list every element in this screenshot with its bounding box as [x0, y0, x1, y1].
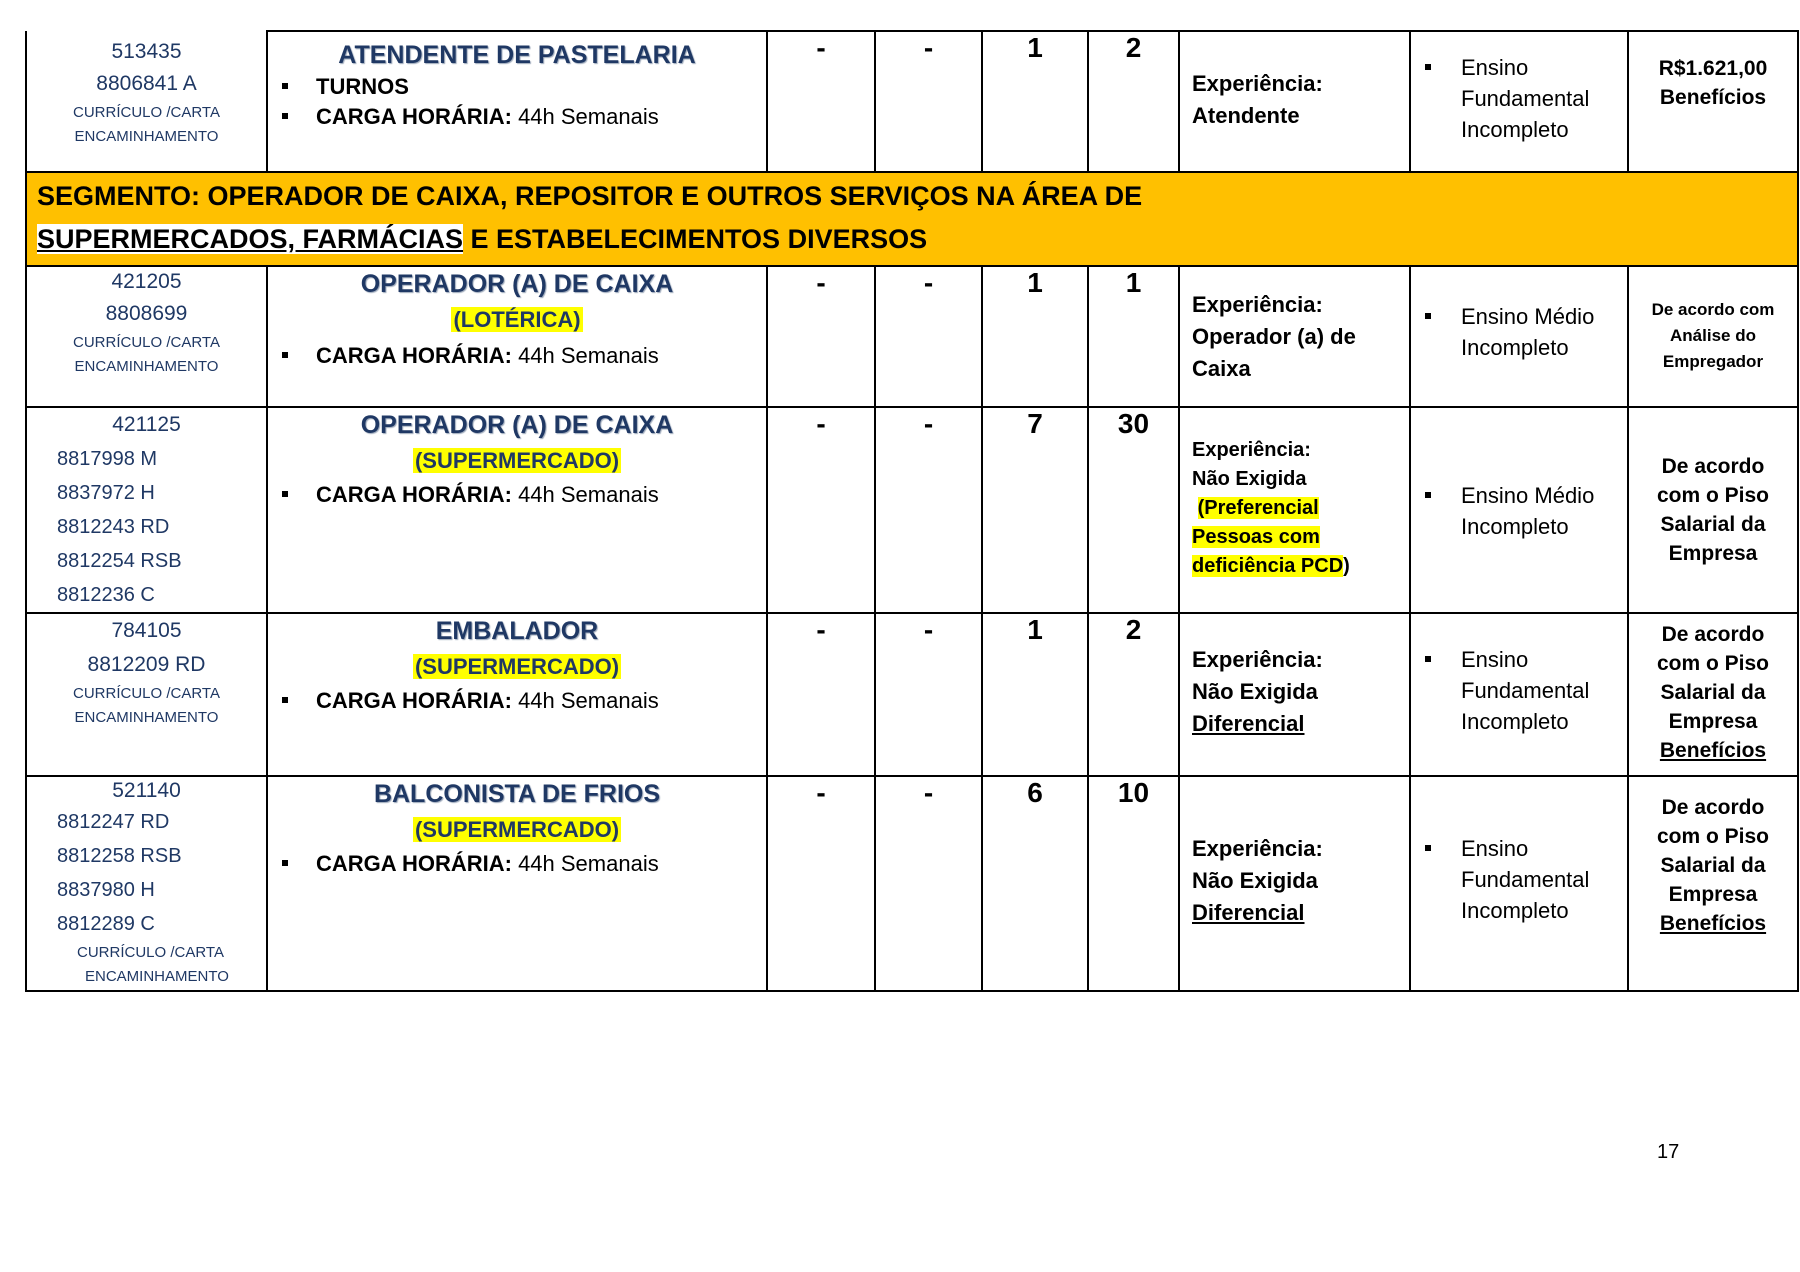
education-line: Fundamental	[1461, 867, 1590, 892]
table-row	[26, 266, 1798, 407]
experience-label: Experiência:	[1192, 292, 1323, 317]
experience-cell	[1179, 31, 1410, 172]
bullet-item: CARGA HORÁRIA: 44h Semanais	[268, 341, 766, 371]
segment-line-1: SEGMENTO: OPERADOR DE CAIXA, REPOSITOR E OUTROS SERVIÇOS NA ÁREA DE	[37, 181, 1143, 211]
education-line: Ensino Médio	[1461, 483, 1595, 508]
education-cell	[1410, 776, 1628, 991]
bullet-item: CARGA HORÁRIA: 44h Semanais	[268, 686, 766, 716]
bullet-icon	[282, 860, 288, 866]
salary-cell	[1628, 266, 1798, 407]
salary-line: Salarial da	[1660, 854, 1766, 877]
bullet-icon	[282, 491, 288, 497]
cbo-code: 521140	[112, 779, 181, 802]
col4-value: -	[875, 776, 982, 991]
col6-value: 1	[1088, 266, 1179, 407]
experience-note: Pessoas com	[1192, 526, 1320, 548]
code-cell	[26, 266, 267, 407]
job-tag: (LOTÉRICA)	[453, 307, 581, 332]
code-note: CURRÍCULO /CARTA	[73, 334, 220, 351]
education-line: Incompleto	[1461, 335, 1569, 360]
experience-label: Experiência:	[1192, 71, 1323, 96]
education-line: Incompleto	[1461, 117, 1569, 142]
job-title: ATENDENTE DE PASTELARIA	[338, 41, 696, 69]
education-line: Ensino	[1461, 55, 1529, 80]
experience-value: Atendente	[1192, 103, 1300, 128]
job-tag: (SUPERMERCADO)	[414, 654, 620, 679]
cbo-code: 784105	[111, 619, 182, 642]
table-row	[26, 613, 1798, 776]
vacancy-code: 8812236 C	[57, 584, 155, 606]
col4-value: -	[875, 613, 982, 776]
segment-line-2	[37, 218, 1787, 261]
segment-header	[26, 172, 1798, 266]
experience-cell	[1179, 613, 1410, 776]
code-note: CURRÍCULO /CARTA	[77, 944, 224, 961]
vacancy-code: 8812247 RD	[57, 811, 170, 833]
col4-value: -	[875, 266, 982, 407]
salary-line: De acordo com	[1651, 300, 1775, 319]
salary-line: Empresa	[1668, 710, 1758, 733]
table-row	[26, 407, 1798, 613]
experience-differential: Diferencial	[1192, 900, 1305, 925]
experience-value: Não Exigida	[1192, 468, 1307, 490]
experience-value: Operador (a) de	[1192, 324, 1356, 349]
education-cell	[1410, 266, 1628, 407]
education-line: Fundamental	[1461, 678, 1590, 703]
code-note: CURRÍCULO /CARTA	[73, 104, 220, 121]
col3-value: -	[767, 776, 875, 991]
vacancy-code: 8812254 RSB	[57, 550, 182, 572]
bullet-item: CARGA HORÁRIA: 44h Semanais	[268, 480, 766, 510]
bullet-icon	[1425, 64, 1431, 70]
education-line: Ensino Médio	[1461, 304, 1595, 329]
code-cell	[26, 407, 267, 613]
bullet-icon	[282, 83, 288, 89]
education-line: Fundamental	[1461, 86, 1590, 111]
salary-line: De acordo	[1661, 455, 1765, 478]
experience-label: Experiência:	[1192, 439, 1311, 461]
code-note: ENCAMINHAMENTO	[74, 358, 219, 375]
code-note: ENCAMINHAMENTO	[74, 709, 219, 726]
cbo-code: 421205	[111, 270, 182, 293]
experience-differential: Diferencial	[1192, 711, 1305, 736]
job-title: BALCONISTA DE FRIOS	[373, 780, 661, 808]
salary-line: com o Piso	[1656, 825, 1770, 848]
education-cell	[1410, 407, 1628, 613]
segment-underlined: SUPERMERCADOS, FARMÁCIAS	[37, 224, 464, 254]
code-note: ENCAMINHAMENTO	[85, 968, 229, 985]
segment-header-row	[26, 172, 1798, 266]
bullet-icon	[282, 113, 288, 119]
experience-cell	[1179, 266, 1410, 407]
code-note: CURRÍCULO /CARTA	[73, 685, 220, 702]
salary-line: Empresa	[1668, 883, 1758, 906]
col3-value: -	[767, 31, 875, 172]
salary-benefits: Benefícios	[1659, 86, 1767, 109]
job-title: OPERADOR (A) DE CAIXA	[360, 411, 674, 439]
experience-value: Não Exigida	[1192, 679, 1318, 704]
salary-line: Análise do	[1670, 326, 1756, 345]
salary-line: com o Piso	[1656, 652, 1770, 675]
experience-note: (Preferencial	[1197, 497, 1319, 519]
col4-value: -	[875, 407, 982, 613]
vacancy-code: 8837980 H	[57, 879, 155, 901]
bullet-icon	[282, 352, 288, 358]
experience-value: Caixa	[1192, 356, 1251, 381]
experience-note: deficiência PCD)	[1192, 555, 1350, 577]
vacancy-code: 8806841 A	[96, 72, 197, 95]
title-cell	[267, 31, 767, 172]
education-cell	[1410, 613, 1628, 776]
salary-value: R$1.621,00	[1658, 57, 1768, 80]
salary-line: Salarial da	[1660, 681, 1766, 704]
vacancy-code: 8837972 H	[57, 482, 155, 504]
education-line: Ensino	[1461, 647, 1529, 672]
education-line: Ensino	[1461, 836, 1529, 861]
col4-value: -	[875, 31, 982, 172]
salary-line: Empresa	[1668, 542, 1758, 565]
col3-value: -	[767, 613, 875, 776]
salary-benefits: Benefícios	[1659, 739, 1767, 762]
salary-cell	[1628, 776, 1798, 991]
col6-value: 10	[1088, 776, 1179, 991]
bullet-icon	[282, 697, 288, 703]
salary-line: De acordo	[1661, 623, 1765, 646]
code-cell	[26, 776, 267, 991]
table-row	[26, 776, 1798, 991]
bullet-item: CARGA HORÁRIA: 44h Semanais	[268, 102, 766, 132]
cbo-code: 421125	[112, 413, 181, 436]
salary-line: com o Piso	[1656, 484, 1770, 507]
education-cell	[1410, 31, 1628, 172]
col3-value: -	[767, 407, 875, 613]
education-line: Incompleto	[1461, 514, 1569, 539]
education-line: Incompleto	[1461, 898, 1569, 923]
title-cell	[267, 266, 767, 407]
col5-value: 1	[982, 31, 1088, 172]
salary-cell	[1628, 31, 1798, 172]
bullet-icon	[1425, 845, 1431, 851]
col3-value: -	[767, 266, 875, 407]
bullet-icon	[1425, 313, 1431, 319]
title-cell	[267, 407, 767, 613]
experience-label: Experiência:	[1192, 647, 1323, 672]
col5-value: 1	[982, 613, 1088, 776]
job-tag: (SUPERMERCADO)	[414, 448, 620, 473]
segment-line-2-rest: E ESTABELECIMENTOS DIVERSOS	[463, 224, 928, 254]
salary-cell	[1628, 613, 1798, 776]
vacancy-code: 8812209 RD	[87, 653, 206, 676]
col5-value: 7	[982, 407, 1088, 613]
salary-benefits: Benefícios	[1659, 912, 1767, 935]
col6-value: 30	[1088, 407, 1179, 613]
job-title: EMBALADOR	[435, 617, 599, 645]
salary-line: Salarial da	[1660, 513, 1766, 536]
col6-value: 2	[1088, 31, 1179, 172]
col5-value: 1	[982, 266, 1088, 407]
code-note: ENCAMINHAMENTO	[74, 128, 219, 145]
title-cell	[267, 776, 767, 991]
col6-value: 2	[1088, 613, 1179, 776]
code-cell	[26, 31, 267, 172]
table-row	[26, 31, 1798, 172]
vacancy-code: 8812289 C	[57, 913, 155, 935]
vacancy-code: 8812243 RD	[57, 516, 170, 538]
cbo-code: 513435	[111, 40, 182, 63]
bullet-item: CARGA HORÁRIA: 44h Semanais	[268, 849, 766, 879]
bullet-icon	[1425, 656, 1431, 662]
job-tag: (SUPERMERCADO)	[414, 817, 620, 842]
experience-cell	[1179, 407, 1410, 613]
page-number: 17	[1657, 1141, 1680, 1163]
education-line: Incompleto	[1461, 709, 1569, 734]
vacancy-code: 8808699	[105, 302, 188, 325]
experience-label: Experiência:	[1192, 836, 1323, 861]
bullet-icon	[1425, 492, 1431, 498]
experience-cell	[1179, 776, 1410, 991]
col5-value: 6	[982, 776, 1088, 991]
salary-line: De acordo	[1661, 796, 1765, 819]
title-cell	[267, 613, 767, 776]
salary-cell	[1628, 407, 1798, 613]
vacancy-code: 8817998 M	[57, 448, 158, 470]
bullet-item: TURNOS	[268, 72, 766, 102]
vacancy-code: 8812258 RSB	[57, 845, 182, 867]
job-vacancy-table	[25, 30, 1799, 992]
code-cell	[26, 613, 267, 776]
experience-value: Não Exigida	[1192, 868, 1318, 893]
job-title: OPERADOR (A) DE CAIXA	[360, 270, 674, 298]
salary-line: Empregador	[1662, 352, 1764, 371]
